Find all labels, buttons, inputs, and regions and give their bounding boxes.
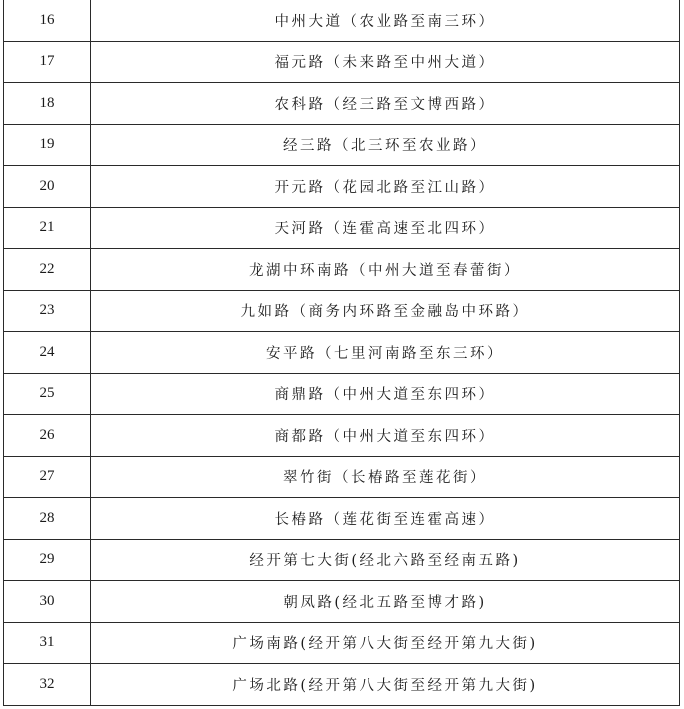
table-row [4, 456, 680, 498]
road-section-cell: 广场南路(经开第八大街至经开第九大街) [91, 622, 680, 664]
table-row [4, 581, 680, 623]
road-section-cell: 安平路（七里河南路至东三环） [91, 332, 680, 374]
row-number-cell: 17 [4, 41, 91, 83]
row-number-cell: 22 [4, 249, 91, 291]
table-row [4, 664, 680, 706]
road-section-cell: 天河路（连霍高速至北四环） [91, 207, 680, 249]
road-section-cell: 长椿路（莲花街至连霍高速） [91, 498, 680, 540]
table-row [4, 332, 680, 374]
table-row [4, 539, 680, 581]
table-row [4, 124, 680, 166]
row-number-cell: 27 [4, 456, 91, 498]
road-section-cell: 翠竹街（长椿路至莲花街） [91, 456, 680, 498]
row-number-cell: 19 [4, 124, 91, 166]
table-row [4, 415, 680, 457]
table-row [4, 290, 680, 332]
road-section-cell: 开元路（花园北路至江山路） [91, 166, 680, 208]
table-row [4, 622, 680, 664]
road-section-cell: 福元路（未来路至中州大道） [91, 41, 680, 83]
row-number-cell: 20 [4, 166, 91, 208]
row-number-cell: 16 [4, 0, 91, 41]
row-number-cell: 28 [4, 498, 91, 540]
road-section-cell: 商鼎路（中州大道至东四环） [91, 373, 680, 415]
row-number-cell: 32 [4, 664, 91, 706]
road-section-cell: 龙湖中环南路（中州大道至春蕾街） [91, 249, 680, 291]
table-row [4, 249, 680, 291]
road-section-cell: 商都路（中州大道至东四环） [91, 415, 680, 457]
road-list-table [3, 0, 680, 706]
row-number-cell: 18 [4, 83, 91, 125]
table-row [4, 498, 680, 540]
row-number-cell: 23 [4, 290, 91, 332]
row-number-cell: 29 [4, 539, 91, 581]
table-row [4, 83, 680, 125]
road-section-cell: 农科路（经三路至文博西路） [91, 83, 680, 125]
road-section-cell: 九如路（商务内环路至金融岛中环路） [91, 290, 680, 332]
road-section-cell: 经开第七大街(经北六路至经南五路) [91, 539, 680, 581]
row-number-cell: 21 [4, 207, 91, 249]
row-number-cell: 24 [4, 332, 91, 374]
table-row [4, 166, 680, 208]
row-number-cell: 31 [4, 622, 91, 664]
road-section-cell: 经三路（北三环至农业路） [91, 124, 680, 166]
row-number-cell: 30 [4, 581, 91, 623]
table-row [4, 41, 680, 83]
table-row [4, 373, 680, 415]
road-section-cell: 朝凤路(经北五路至博才路) [91, 581, 680, 623]
table-row [4, 0, 680, 41]
road-list-body [4, 0, 680, 705]
road-section-cell: 广场北路(经开第八大街至经开第九大街) [91, 664, 680, 706]
road-section-cell: 中州大道（农业路至南三环） [91, 0, 680, 41]
row-number-cell: 25 [4, 373, 91, 415]
table-row [4, 207, 680, 249]
row-number-cell: 26 [4, 415, 91, 457]
